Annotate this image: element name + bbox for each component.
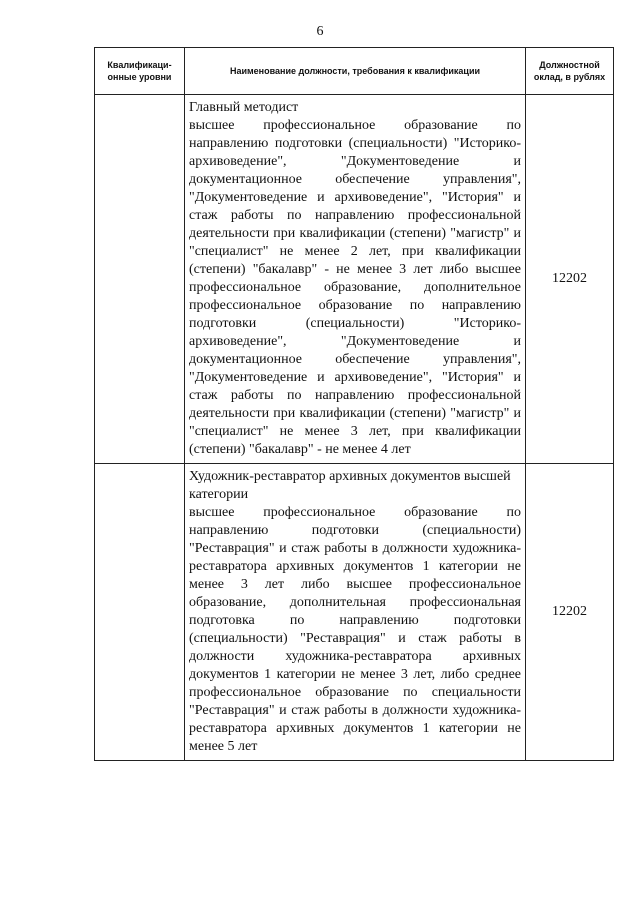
- qualification-level-cell: [95, 464, 185, 761]
- position-cell: [185, 464, 526, 761]
- position-requirements: высшее профессиональное образование по направлению подготовки (специальности) "Историко-архивоведение", "Документоведение и документационное обеспечение управления", "Документоведение и архивоведение", "История" и стаж работы по направлению профессиональной деятельности при квалификации (степени) "магистр" и "специалист" не менее 2 лет, при квалификации (степени) "бакалавр" - не менее 3 лет либо высшее профессиональное образование, дополнительное профессиональное образование по направлению подготовки (специальности) "Историко-архивоведение", "Документоведение и документационное обеспечение управления", "Документоведение и архивоведение", "История" и стаж работы по направлению профессиональной деятельности при квалификации (степени) "магистр" и "специалист" не менее 3 лет, при квалификации (степени) "бакалавр" - не менее 4 лет: [189, 118, 521, 457]
- table-row: [95, 464, 614, 761]
- qualification-level-cell: [95, 95, 185, 464]
- header-salary: Должностной оклад, в рублях: [526, 48, 614, 95]
- page-number: 6: [316, 24, 324, 39]
- position-cell: [185, 95, 526, 464]
- salary-cell: 12202: [526, 464, 614, 761]
- position-title: Художник-реставратор архивных документов высшей категории: [189, 469, 511, 502]
- qualification-table: [94, 47, 614, 761]
- salary-cell: 12202: [526, 95, 614, 464]
- position-requirements: высшее профессиональное образование по направлению подготовки (специальности) "Реставрация" и стаж работы в должности художника-реставратора архивных документов 1 категории не менее 3 лет либо высшее профессиональное образование, дополнительная профессиональная подготовка по направлению подготовки (специальности) "Реставрация" и стаж работы в должности художника-реставратора архивных документов 1 категории не менее 3 лет, либо среднее профессиональное образование по специальности "Реставрация" и стаж работы в должности художника-реставратора архивных документов 1 категории не менее 5 лет: [189, 505, 521, 754]
- header-qualification-levels: Квалификаци-онные уровни: [95, 48, 185, 95]
- header-position-requirements: Наименование должности, требования к квалификации: [185, 48, 526, 95]
- position-title: Главный методист: [189, 100, 299, 115]
- table-header-row: [95, 48, 614, 95]
- table-row: [95, 95, 614, 464]
